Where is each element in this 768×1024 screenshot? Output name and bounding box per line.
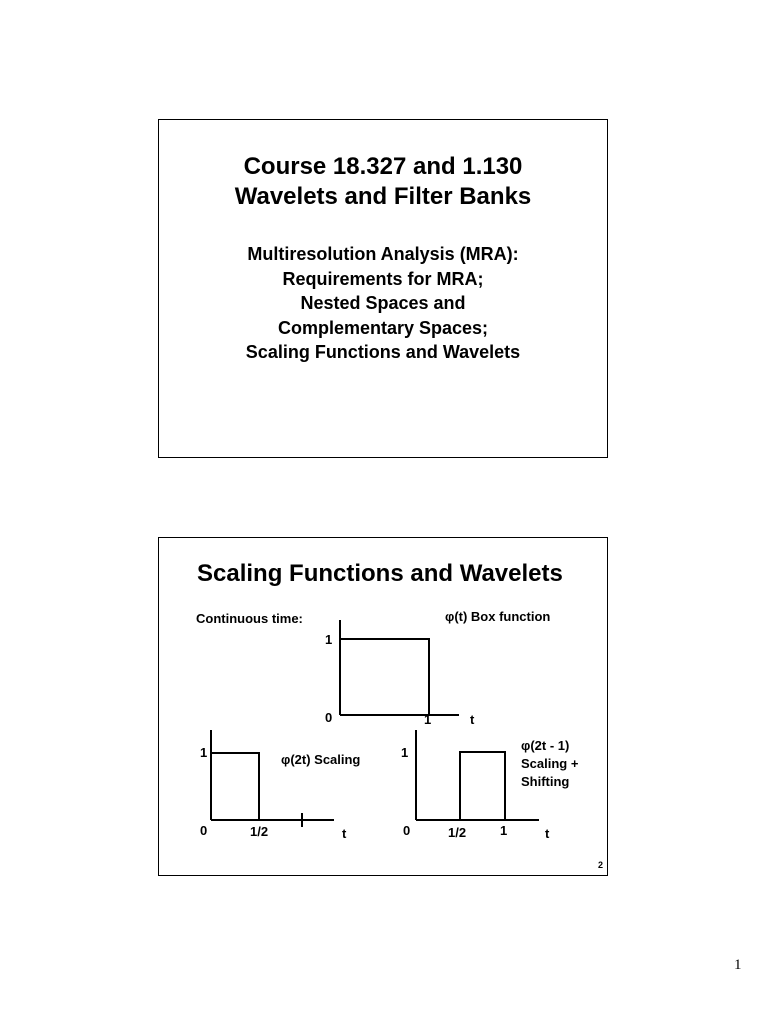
box-function-line xyxy=(340,639,429,715)
title-line-1: Course 18.327 and 1.130 xyxy=(243,153,523,180)
shifted-tick-1: 1 xyxy=(500,823,508,838)
shifted-caption-line-1 xyxy=(521,738,569,753)
shifted-caption-line-2: Scaling + xyxy=(521,756,579,771)
slide-number: 2 xyxy=(598,860,604,870)
subtitle-line-5: Scaling Functions and Wavelets xyxy=(245,342,521,362)
scaled-caption-text: (2t) Scaling xyxy=(290,752,361,767)
scaled-function-plot xyxy=(200,730,360,841)
phi-symbol: φ xyxy=(445,609,455,624)
slide-1 xyxy=(158,119,608,458)
slide-1-title xyxy=(159,152,607,212)
shifted-y-label: 1 xyxy=(401,745,409,760)
scaled-function-line xyxy=(211,753,259,820)
slide-2-title: Scaling Functions and Wavelets xyxy=(197,560,563,587)
scaled-axis-label: t xyxy=(342,826,347,841)
subtitle-line-1: Multiresolution Analysis (MRA): xyxy=(247,244,519,264)
scaled-tick-half: 1/2 xyxy=(250,824,269,839)
subtitle-line-2: Requirements for MRA; xyxy=(282,268,484,289)
shifted-caption-text: (2t - 1) xyxy=(530,738,570,753)
subtitle-line-4: Complementary Spaces; xyxy=(277,317,489,338)
phi-symbol: φ xyxy=(281,752,291,767)
box-caption xyxy=(445,609,550,624)
scaled-y-label: 1 xyxy=(200,745,208,760)
shifted-axis-label: t xyxy=(545,826,550,841)
box-function-plot xyxy=(325,609,550,727)
box-origin-label: 0 xyxy=(325,710,333,725)
continuous-time-label: Continuous time: xyxy=(196,611,303,626)
subtitle-line-3: Nested Spaces and xyxy=(300,293,466,313)
shifted-function-line xyxy=(460,752,505,820)
scaled-caption xyxy=(281,752,360,767)
shifted-caption-line-3: Shifting xyxy=(521,774,570,789)
shifted-origin-label: 0 xyxy=(403,823,411,838)
shifted-tick-half: 1/2 xyxy=(448,825,467,840)
slide-2 xyxy=(158,537,608,876)
scaled-origin-label: 0 xyxy=(200,823,208,838)
scaling-function-diagram xyxy=(159,538,607,875)
shifted-function-plot xyxy=(401,730,579,841)
phi-symbol: φ xyxy=(521,738,531,753)
box-y-label: 1 xyxy=(325,632,333,647)
title-line-2: Wavelets and Filter Banks xyxy=(234,183,532,210)
page-number: 1 xyxy=(734,957,742,973)
box-axis-label: t xyxy=(470,712,475,727)
box-tick-1: 1 xyxy=(424,712,432,727)
slide-1-subtitle xyxy=(159,242,607,365)
box-caption-text: (t) Box function xyxy=(454,609,551,624)
